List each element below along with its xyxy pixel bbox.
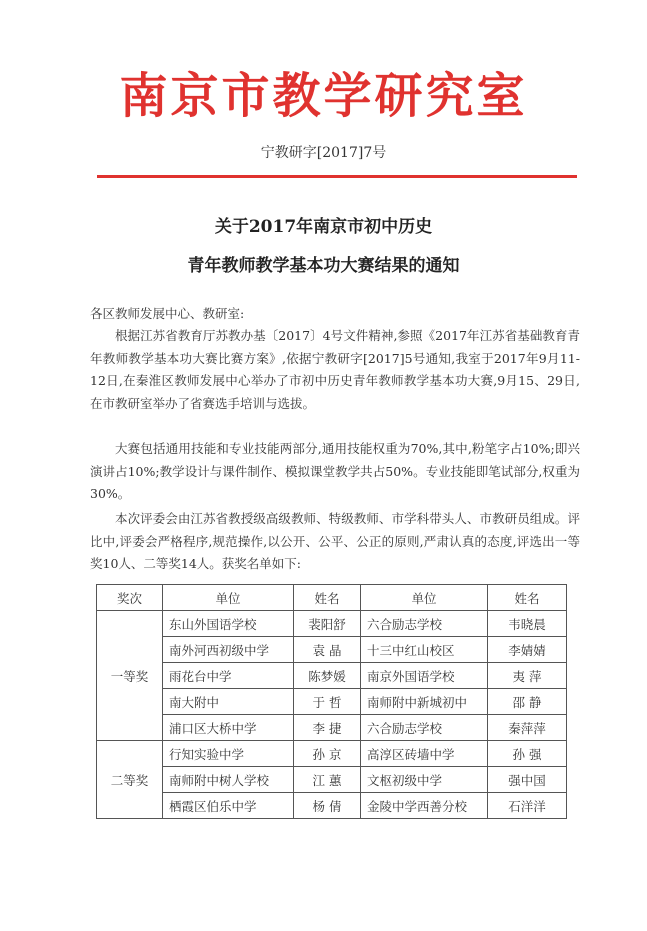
salutation: 各区教师发展中心、教研室: xyxy=(90,306,245,321)
document-number: 宁教研字[2017]7号 xyxy=(260,145,387,161)
table-row xyxy=(97,611,567,637)
unit-cell: 雨花台中学 xyxy=(163,663,294,689)
unit-cell: 十三中红山校区 xyxy=(361,637,488,663)
org-title: 南京市教学研究室 xyxy=(119,68,528,124)
body-paragraph-1: 根据江苏省教育厅苏教办基〔2017〕4号文件精神,参照《2017年江苏省基础教育青年教师教学基本功大赛比赛方案》,依据宁教研字[2017]5号通知,我室于2017年9月11-12日,在秦淮区教师发展中心举办了市初中历史青年教师教学基本功大赛,9月15、29日,在市教研室举办了省赛选手培训与选拔。 xyxy=(90,328,580,411)
notice-title-line-2: 青年教师教学基本功大赛结果的通知 xyxy=(187,256,460,276)
header-name-2: 姓名 xyxy=(488,585,567,611)
awards-table xyxy=(96,584,567,819)
unit-cell: 金陵中学西善分校 xyxy=(361,793,488,819)
notice-title-line-1: 关于2017年南京市初中历史 xyxy=(214,217,433,237)
name-cell: 李婧婧 xyxy=(488,637,567,663)
rank-second-prize: 二等奖 xyxy=(97,741,163,819)
name-cell: 裴阳舒 xyxy=(294,611,361,637)
table-row xyxy=(97,689,567,715)
table-row xyxy=(97,663,567,689)
table-header-row xyxy=(97,585,567,611)
name-cell: 夷 萍 xyxy=(488,663,567,689)
name-cell: 韦晓晨 xyxy=(488,611,567,637)
unit-cell: 文枢初级中学 xyxy=(361,767,488,793)
header-unit-2: 单位 xyxy=(361,585,488,611)
unit-cell: 南京外国语学校 xyxy=(361,663,488,689)
table-row xyxy=(97,767,567,793)
name-cell: 陈梦媛 xyxy=(294,663,361,689)
rank-first-prize: 一等奖 xyxy=(97,611,163,741)
header-rank: 奖次 xyxy=(97,585,163,611)
name-cell: 孙 强 xyxy=(488,741,567,767)
unit-cell: 行知实验中学 xyxy=(163,741,294,767)
name-cell: 孙 京 xyxy=(294,741,361,767)
table-row xyxy=(97,793,567,819)
unit-cell: 南大附中 xyxy=(163,689,294,715)
header-divider xyxy=(97,175,577,178)
table-row xyxy=(97,715,567,741)
unit-cell: 高淳区砖墙中学 xyxy=(361,741,488,767)
name-cell: 秦萍萍 xyxy=(488,715,567,741)
name-cell: 石洋洋 xyxy=(488,793,567,819)
header-unit-1: 单位 xyxy=(163,585,294,611)
unit-cell: 六合励志学校 xyxy=(361,715,488,741)
unit-cell: 六合励志学校 xyxy=(361,611,488,637)
name-cell: 杨 倩 xyxy=(294,793,361,819)
table-row xyxy=(97,637,567,663)
name-cell: 邵 静 xyxy=(488,689,567,715)
name-cell: 江 蕙 xyxy=(294,767,361,793)
header-name-1: 姓名 xyxy=(294,585,361,611)
unit-cell: 南外河西初级中学 xyxy=(163,637,294,663)
body-paragraph-3: 本次评委会由江苏省教授级高级教师、特级教师、市学科带头人、市教研员组成。评比中,评委会严格程序,规范操作,以公开、公平、公正的原则,严肃认真的态度,评选出一等奖10人、二等奖14人。获奖名单如下: xyxy=(90,511,580,571)
name-cell: 强中国 xyxy=(488,767,567,793)
name-cell: 于 哲 xyxy=(294,689,361,715)
unit-cell: 南师附中新城初中 xyxy=(361,689,488,715)
body-paragraph-2: 大赛包括通用技能和专业技能两部分,通用技能权重为70%,其中,粉笔字占10%;即兴演讲占10%;教学设计与课件制作、模拟课堂教学共占50%。专业技能即笔试部分,权重为30%。 xyxy=(90,441,580,501)
unit-cell: 浦口区大桥中学 xyxy=(163,715,294,741)
unit-cell: 栖霞区伯乐中学 xyxy=(163,793,294,819)
table-row xyxy=(97,741,567,767)
unit-cell: 南师附中树人学校 xyxy=(163,767,294,793)
unit-cell: 东山外国语学校 xyxy=(163,611,294,637)
name-cell: 李 捷 xyxy=(294,715,361,741)
name-cell: 袁 晶 xyxy=(294,637,361,663)
